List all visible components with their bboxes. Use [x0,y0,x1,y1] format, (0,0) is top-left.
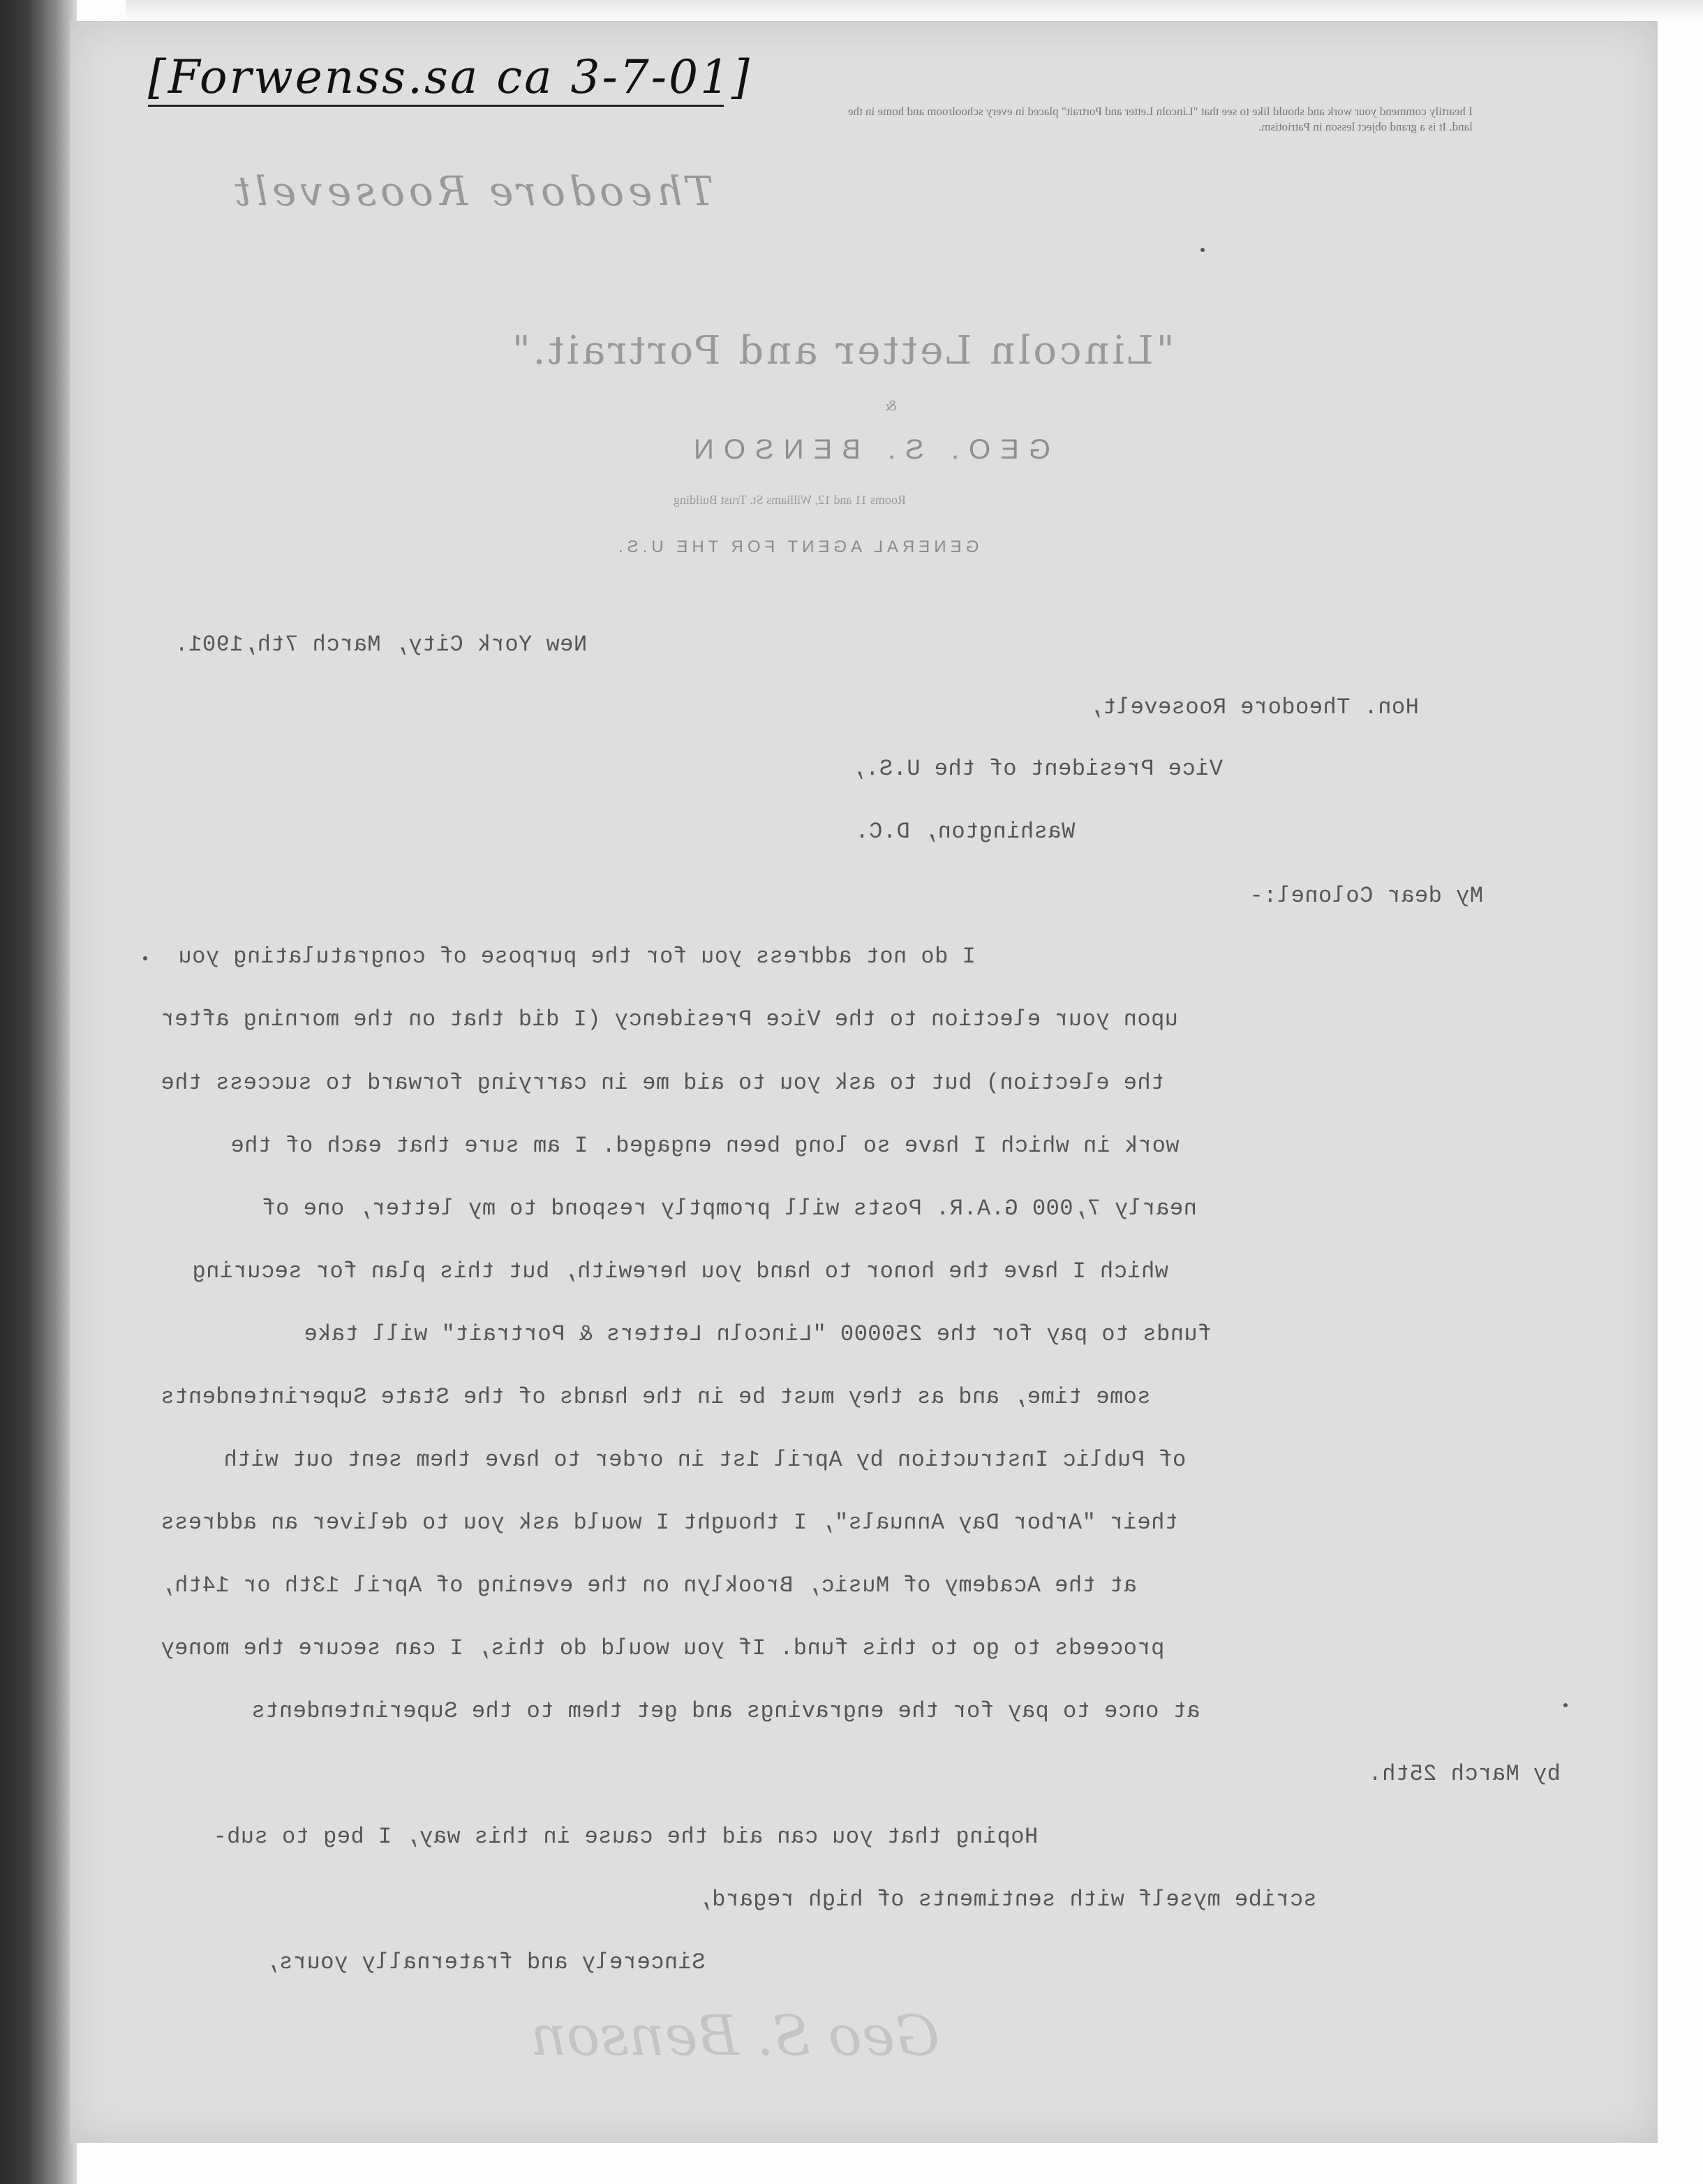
body-line-8: some time, and as they must be in the hands of the State Superintendents [161,1384,1151,1410]
body-line-4: work in which I have so long been engaged. I am sure that each of the [230,1133,1180,1159]
recipient-line-2: Vice President of the U.S., [852,756,1223,782]
stray-mark [143,956,147,960]
benson-signature: Geo S. Benson [530,2003,940,2068]
body-line-3: the election) but to ask you to aid me in carrying forward to success the [161,1070,1165,1096]
closing: Sincerely and fraternally yours, [265,1949,706,1975]
body-line-12: proceeds to go to this fund. If you would do this, I can secure the money [161,1635,1165,1661]
body-line-10: their "Arbor Day Annuals", I thought I would ask you to deliver an address [161,1510,1179,1536]
letterhead-title: "Lincoln Letter and Portrait." [510,328,1175,373]
letterhead-agent: GENERAL AGENT FOR THE U.S. [614,537,979,556]
top-note-line-2: land. It is a grand object lesson in Patriotism. [1258,120,1473,133]
body-line-1: I do not address you for the purpose of congratulating you [178,944,976,970]
stray-mark [1200,248,1205,252]
closing-para-line-1: Hoping that you can aid the cause in this way, I beg to sub- [213,1824,1039,1850]
body-line-6: which I have the honor to hand you herewith, but this plan for securing [192,1258,1168,1284]
letterhead-address: Rooms 11 and 12, Williams St. Trust Building [674,493,906,507]
letterhead-ampersand: & [885,396,898,414]
body-line-14: by March 25th. [1368,1761,1561,1787]
archive-label: [Forwenss.sa ca 3-7-01] [148,50,752,104]
stray-mark [1563,1703,1568,1707]
page-binding-edge [0,0,77,2184]
roosevelt-signature: Theodore Roosevelt [230,168,714,215]
closing-para-line-2: scribe myself with sentiments of high regard, [698,1887,1317,1912]
body-line-13: at once to pay for the engravings and get them to the Superintendents [251,1698,1200,1724]
body-line-2: upon your election to the Vice Presidency (I did that on the morning after [161,1006,1179,1032]
body-line-9: of Public Instruction by April 1st in order to have them sent out with [223,1447,1187,1473]
dateline: New York City, March 7th,1901. [174,632,588,658]
body-line-7: funds to pay for the 250000 "Lincoln Letters & Portrait" will take [304,1321,1212,1347]
letterhead-name: GEO. S. BENSON [684,434,1050,465]
salutation: My dear Colonel:- [1249,883,1483,909]
recipient-line-3: Washington, D.C. [855,819,1076,845]
page-top-edge [126,0,1703,21]
body-line-5: nearly 7,000 G.A.R. Posts will promptly respond to my letter, one of [262,1196,1197,1221]
body-line-11: at the Academy of Music, Brooklyn on the evening of April 13th or 14th, [161,1573,1137,1598]
recipient-line-1: Hon. Theodore Roosevelt, [1089,694,1419,720]
top-note-line-1: I heartily commend your work and should like to see that "Lincoln Letter and Portrait" placed in every schoolroom and home in the [848,105,1473,118]
